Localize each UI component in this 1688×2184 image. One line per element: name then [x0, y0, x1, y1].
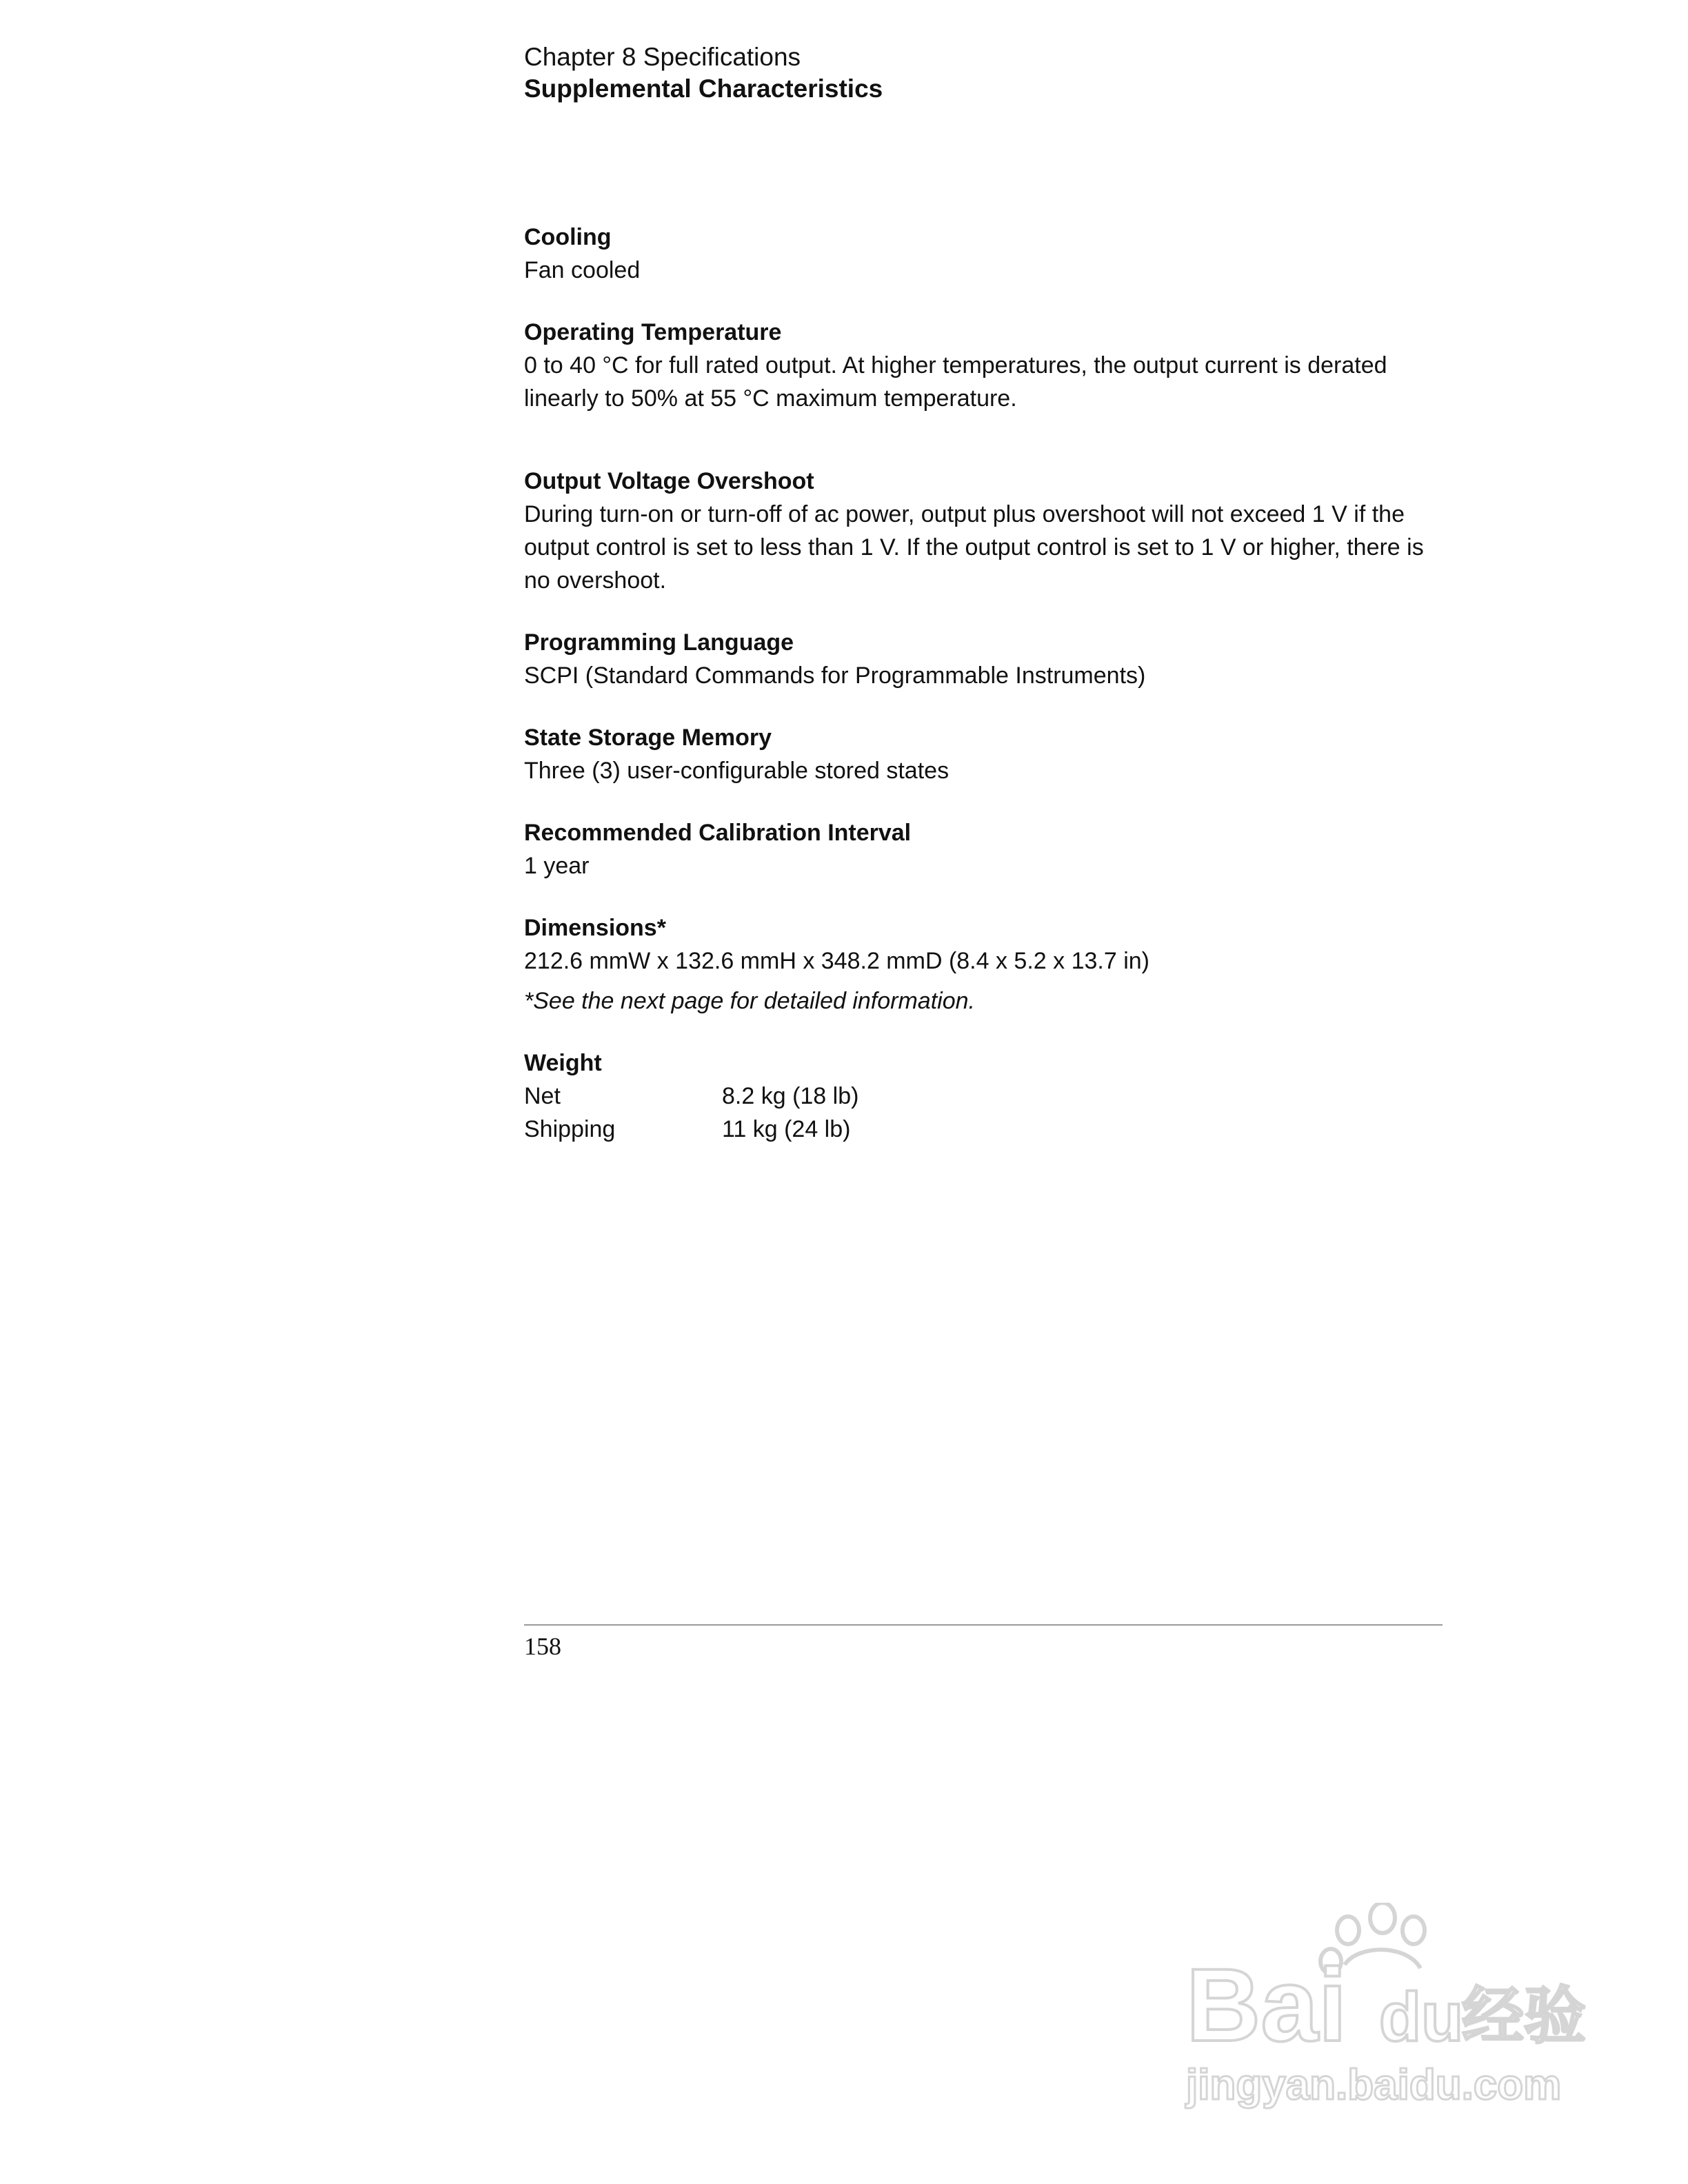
- spec-heading: Dimensions*: [524, 915, 666, 941]
- baidu-watermark-logo: [1172, 1903, 1586, 2110]
- page-header: [524, 41, 1448, 105]
- weight-label: Shipping: [524, 1116, 616, 1142]
- dimensions-note: *See the next page for detailed information.: [524, 988, 975, 1014]
- spec-weight: [524, 1046, 1448, 1146]
- weight-value: 11 kg (24 lb): [722, 1116, 851, 1142]
- spec-dimensions: [524, 911, 1448, 1018]
- spec-heading: Output Voltage Overshoot: [524, 468, 814, 494]
- svg-text:Bai: Bai: [1186, 1947, 1347, 2063]
- spec-text: During turn-on or turn-off of ac power, output plus overshoot will not exceed 1 V if the output control is set to less than 1 V. If the output control is set to 1 V or higher, there is no overshoot.: [524, 501, 1424, 594]
- spec-cooling: [524, 221, 1448, 287]
- spec-heading: Operating Temperature: [524, 319, 782, 345]
- weight-row-net: [524, 1080, 1448, 1113]
- section-title: Supplemental Characteristics: [524, 74, 883, 103]
- weight-row-shipping: [524, 1113, 1448, 1146]
- svg-text:du: du: [1379, 1979, 1464, 2056]
- spec-operating-temperature: [524, 316, 1448, 415]
- spec-calibration-interval: [524, 816, 1448, 882]
- spec-heading: Programming Language: [524, 629, 794, 656]
- spec-text: SCPI (Standard Commands for Programmable Instruments): [524, 663, 1146, 689]
- spec-output-voltage-overshoot: [524, 465, 1448, 597]
- weight-value: 8.2 kg (18 lb): [722, 1083, 859, 1109]
- spec-text: Three (3) user-configurable stored states: [524, 758, 950, 784]
- specifications-list: [524, 221, 1448, 1175]
- weight-label: Net: [524, 1083, 561, 1109]
- spec-programming-language: [524, 626, 1448, 692]
- page-number: 158: [524, 1632, 561, 1660]
- spec-heading: State Storage Memory: [524, 725, 772, 751]
- spec-text: 0 to 40 °C for full rated output. At higher temperatures, the output current is derated linearly to 50% at 55 °C maximum temperature.: [524, 352, 1387, 412]
- svg-text:经验: 经验: [1462, 1980, 1586, 2052]
- spec-heading: Recommended Calibration Interval: [524, 820, 912, 846]
- spec-text: 1 year: [524, 853, 590, 879]
- spec-text: 212.6 mmW x 132.6 mmH x 348.2 mmD (8.4 x 5.2 x 13.7 in): [524, 948, 1149, 974]
- spec-heading: Cooling: [524, 224, 612, 250]
- footer-divider: [524, 1624, 1443, 1626]
- spec-heading: Weight: [524, 1050, 602, 1076]
- spec-state-storage-memory: [524, 721, 1448, 787]
- chapter-title: Chapter 8 Specifications: [524, 43, 801, 71]
- spec-text: Fan cooled: [524, 257, 641, 283]
- watermark-url: jingyan.baidu.com: [1186, 2061, 1562, 2109]
